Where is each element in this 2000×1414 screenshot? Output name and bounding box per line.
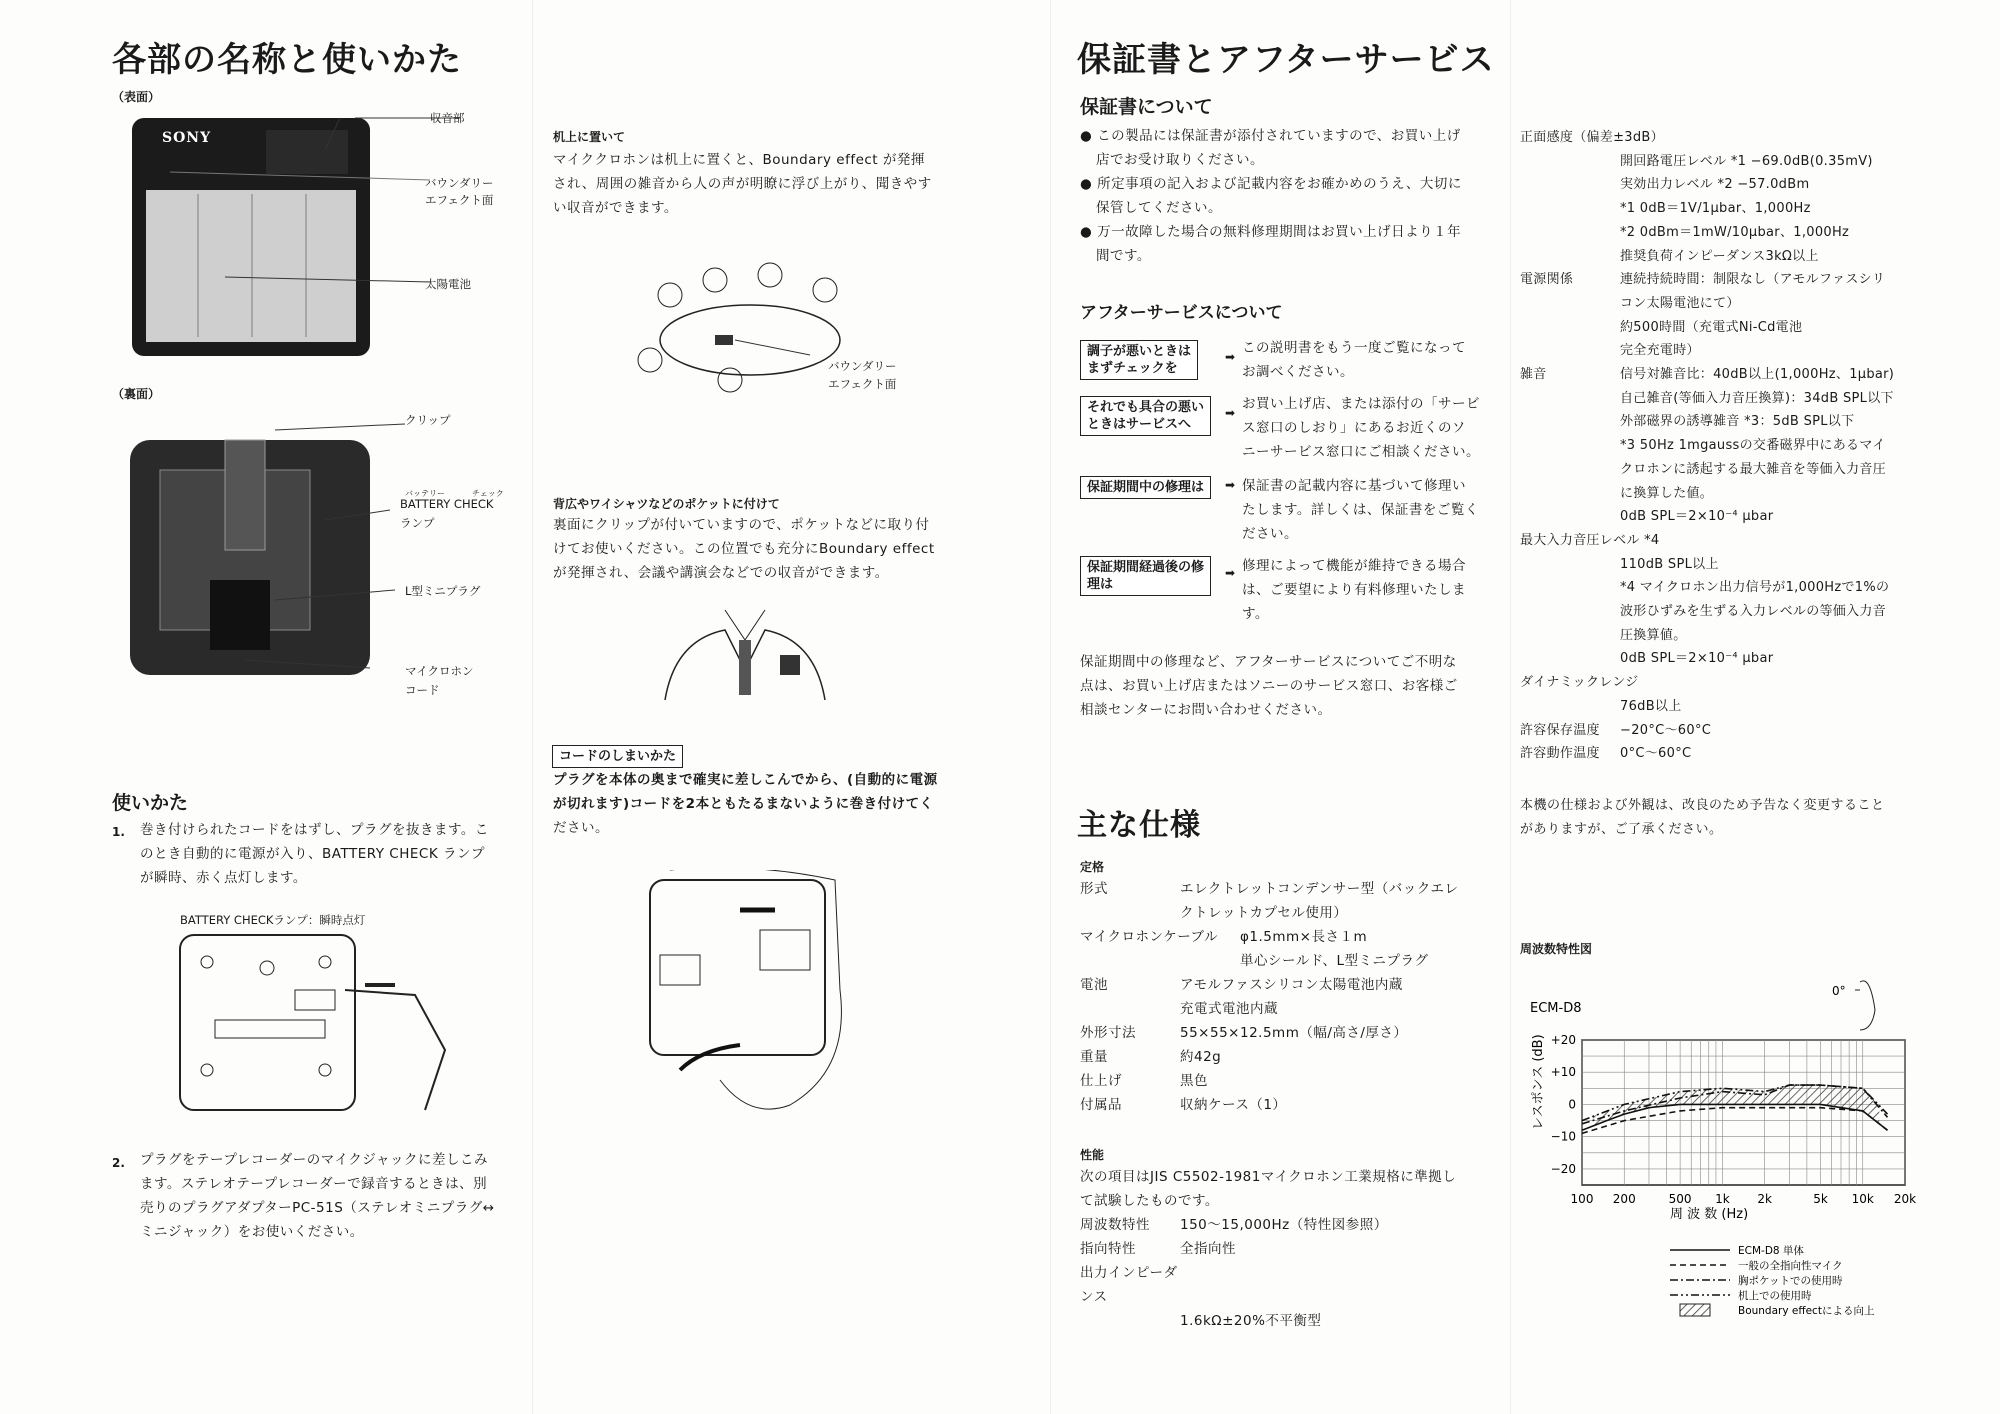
change-note: 本機の仕様および外観は、改良のため予告なく変更すること がありますが、ご了承ください。	[1520, 798, 1885, 837]
x-tick-label: 10k	[1851, 1192, 1874, 1206]
arrow-icon: ➡	[1225, 478, 1236, 492]
legend-label: 机上での使用時	[1738, 1290, 1812, 1302]
rating-row: マイクロホンケーブル φ1.5mm×長さ１m	[1080, 929, 1368, 945]
y-tick-label: −10	[1550, 1129, 1576, 1144]
warranty-item: ● 万一故障した場合の無料修理期間はお買い上げ日より１年 間です。	[1080, 224, 1462, 264]
x-tick-label: 500	[1668, 1192, 1692, 1206]
rating-row: 形式 エレクトレットコンデンサー型（バックエレ	[1080, 881, 1459, 897]
rating-row: クトレットカプセル使用）	[1180, 905, 1348, 921]
desk-text: マイククロホンは机上に置くと、Boundary effect が発揮 され、周囲の雑音から人の声が明瞭に浮び上がり、聞きやす い収音ができます。	[553, 152, 932, 216]
perf-title: 性能	[1080, 1148, 1105, 1162]
hatched-region	[1593, 1085, 1879, 1126]
warranty-page-title: 保証書とアフターサービス	[1077, 40, 1495, 80]
x-tick-label: 5k	[1813, 1192, 1828, 1206]
y-tick-label: +20	[1550, 1033, 1576, 1047]
callout-cord-2: コード	[405, 683, 440, 697]
legend-label: ECM-D8 単体	[1738, 1245, 1804, 1257]
arrow-icon: ➡	[1225, 406, 1236, 420]
warranty-item: ● 所定事項の記入および記載内容をお確かめのうえ、大切に 保管してください。	[1080, 176, 1462, 216]
after-service-title: アフターサービスについて	[1080, 303, 1283, 323]
x-tick-label: 1k	[1715, 1192, 1730, 1206]
rating-row: 付属品 収納ケース（1）	[1080, 1097, 1287, 1113]
rating-row: 電池 アモルファスシリコン太陽電池内蔵	[1080, 977, 1403, 993]
rating-row: 仕上げ 黒色	[1080, 1073, 1208, 1089]
battery-caption: BATTERY CHECKランプ：瞬時点灯	[180, 913, 366, 927]
callout-boundary-2: エフェクト面	[425, 193, 494, 207]
back-view-illustration	[125, 410, 515, 700]
x-tick-label: 20k	[1893, 1192, 1917, 1206]
pocket-text: 裏面にクリップが付いていますので、ポケットなどに取り付 けてお使いください。この位置でも充分にBoundary effect が発揮され、会議や講演会などでの収音ができます。	[553, 517, 935, 581]
callout-battery-check: BATTERY CHECK	[400, 497, 494, 511]
rating-row: 充電式電池内蔵	[1180, 1001, 1278, 1017]
usage-title: 使いかた	[112, 792, 189, 814]
callout-pickup: 収音部	[430, 111, 465, 125]
chart-title: ECM-D8	[1530, 1001, 1582, 1016]
chart-heading: 周波数特性図	[1520, 942, 1593, 956]
legend-hatch-swatch	[1680, 1304, 1710, 1316]
callout-clip: クリップ	[405, 413, 451, 427]
rating-title: 定格	[1080, 860, 1105, 874]
x-tick-label: 100	[1570, 1192, 1594, 1206]
furigana-battery: バッテリー	[405, 489, 445, 498]
arrow-icon: ➡	[1225, 350, 1236, 364]
pocket-title: 背広やワイシャツなどのポケットに付けて	[553, 497, 780, 511]
step2-number: 2.	[112, 1156, 125, 1170]
chart-legend	[1670, 1244, 1875, 1317]
cord-text: プラグを本体の奥まで確実に差しこんでから、(自動的に電源 が切れます)コードを2本ともたるまないように巻き付けてく ださい。	[553, 772, 938, 836]
arrow-icon: ➡	[1225, 566, 1236, 580]
x-axis-label: 周 波 数 (Hz)	[1670, 1207, 1749, 1222]
meeting-illustration	[620, 255, 880, 420]
desk-title: 机上に置いて	[553, 130, 626, 144]
page-title-parts: 各部の名称と使いかた	[112, 40, 462, 80]
after-text-3: 保証書の記載内容に基づいて修理い たします。詳しくは、保証書をご覧く ださい。	[1242, 478, 1479, 542]
plug-removal-illustration	[175, 930, 460, 1115]
after-text-1: この説明書をもう一度ご覧になって お調べください。	[1242, 340, 1466, 380]
rating-row: 外形寸法 55×55×12.5mm（幅/高さ/厚さ）	[1080, 1025, 1408, 1041]
warranty-title: 保証書について	[1080, 96, 1213, 118]
mic-position-icon	[1860, 981, 1875, 1030]
legend-label: 胸ポケットでの使用時	[1738, 1275, 1843, 1287]
angle-label: 0°	[1832, 984, 1846, 998]
after-box-4: 保証期間経過後の修 理は	[1080, 556, 1211, 596]
perf-text: 次の項目はJIS C5502-1981マイクロホン工業規格に準拠し て試験したものです。 周波数特性 150～15,000Hz（特性図参照） 指向特性 全指向性 出力インピーダンス 1.6kΩ±20%不平衡型	[1080, 1165, 1500, 1333]
cord-title: コードのしまいかた	[552, 745, 683, 768]
step1-text: 巻き付けられたコードをはずし、プラグを抜きます。こ のとき自動的に電源が入り、BATTERY CHECK ランプ が瞬時、赤く点灯します。	[140, 822, 489, 886]
front-view-illustration	[130, 112, 510, 362]
warranty-list	[1080, 124, 1480, 268]
front-label: （表面）	[112, 90, 161, 104]
frequency-response-chart	[1520, 970, 1990, 1330]
perf-row: 指向特性 全指向性	[1080, 1241, 1236, 1257]
after-note: 保証期間中の修理など、アフターサービスについてご不明な 点は、お買い上げ店またはソニーのサービス窓口、お客様ご 相談センターにお問い合わせください。	[1080, 654, 1458, 718]
cord-wrap-illustration	[640, 870, 855, 1115]
after-box-1: 調子が悪いときは まずチェックを	[1080, 340, 1198, 380]
spec-title: 主な仕様	[1077, 808, 1201, 843]
after-box-3: 保証期間中の修理は	[1080, 476, 1211, 499]
step2-text: プラグをテープレコーダーのマイクジャックに差しこみ ます。ステレオテープレコーダーで録音するときは、別 売りのプラグアダプターPC-51S（ステレオミニプラグ↔ ミニジャック）をお使いください。	[140, 1152, 495, 1240]
after-box-2: それでも具合の悪い ときはサービスへ	[1080, 396, 1211, 436]
rating-table	[1080, 877, 1500, 1117]
after-text-2: お買い上げ店、または添付の「サービ ス窓口のしおり」にあるお近くのソ ニーサービス窓口にご相談ください。	[1242, 396, 1480, 460]
perf-row: 1.6kΩ±20%不平衡型	[1180, 1313, 1322, 1329]
callout-l-plug: L型ミニプラグ	[405, 584, 481, 598]
x-tick-label: 2k	[1757, 1192, 1772, 1206]
y-tick-label: 0	[1568, 1097, 1576, 1112]
perf-row: 出力インピーダンス	[1080, 1265, 1178, 1305]
perf-row: 周波数特性 150～15,000Hz（特性図参照）	[1080, 1217, 1388, 1233]
y-axis-label: レスポンス (dB)	[1531, 1034, 1546, 1130]
rating-row: 重量 約42g	[1080, 1049, 1222, 1065]
back-label: （裏面）	[112, 387, 161, 401]
legend-label: 一般の全指向性マイク	[1738, 1260, 1843, 1272]
warranty-item: ● この製品には保証書が添付されていますので、お買い上げ 店でお受け取りください。	[1080, 128, 1461, 168]
x-tick-label: 200	[1612, 1192, 1636, 1206]
callout-cord: マイクロホン	[405, 664, 474, 678]
desk-callout-2: エフェクト面	[828, 377, 897, 391]
after-text-4: 修理によって機能が維持できる場合 は、ご要望により有料修理いたしま す。	[1242, 558, 1466, 622]
y-tick-label: +10	[1550, 1065, 1576, 1080]
callout-boundary: バウンダリー	[425, 176, 494, 190]
callout-solar-cell: 太陽電池	[425, 277, 471, 291]
boundary-effect-area	[1593, 1085, 1879, 1126]
y-tick-label: −20	[1550, 1161, 1576, 1176]
desk-callout-1: バウンダリー	[828, 359, 897, 373]
rating-row: 単心シールド、L型ミニプラグ	[1240, 953, 1429, 969]
callout-lamp: ランプ	[400, 516, 435, 530]
furigana-check: チェック	[472, 489, 504, 498]
pocket-illustration	[655, 600, 835, 705]
legend-hatch-label: Boundary effectによる向上	[1738, 1305, 1875, 1317]
sony-logo: SONY	[162, 130, 212, 146]
spec-table-continued: 正面感度（偏差±3dB） 開回路電圧レベル *1 −69.0dB(0.35mV) 実効出力レベル *2 −57.0dBm *1 0dB＝1V/1μbar、1,000Hz *2 0dBm＝1mW/10μbar、1,000Hz 推奨負荷インピーダンス3kΩ以上 電源関係 連続持続時間：制限なし（アモルファスシリ コン太陽電池にて） 約500時間（充電式Ni-Cd電池 完全充電時） 雑音 信号対雑音比：40dB以上(1,000Hz、1μbar) 自己雑音(等価入力音圧換算)：34dB SPL以下 外部磁界の誘導雑音 *3：5dB SPL以下 *3 50Hz 1mgaussの交番磁界中にあるマイ クロホンに誘起する最大雑音を等価入力音圧 に換算した値。 0dB SPL＝2×10⁻⁴ μbar 最大入力音圧レベル *4 110dB SPL以上 *4 マイクロホン出力信号が1,000Hzで1%の 波形ひずみを生ずる入力レベルの等価入力音 圧換算値。 0dB SPL＝2×10⁻⁴ μbar ダイナミックレンジ 76dB以上 許容保存温度 −20°C〜60°C 許容動作温度 0°C〜60°C	[1520, 130, 1895, 762]
step1-number: 1.	[112, 825, 125, 839]
